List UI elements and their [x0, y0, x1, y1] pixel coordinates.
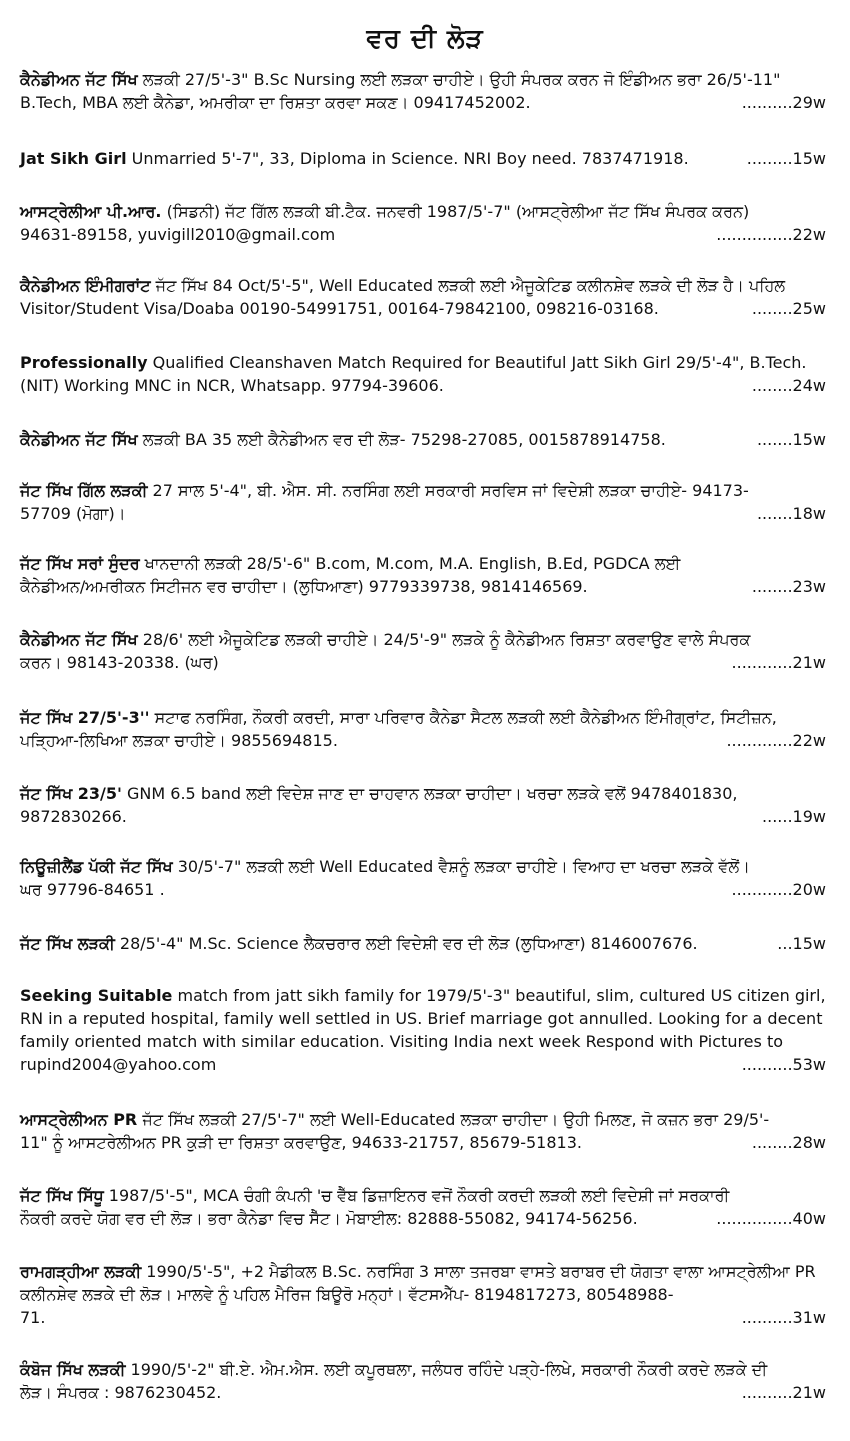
ad-code: ..........21w	[741, 1383, 826, 1402]
ad-code: ........25w	[751, 299, 826, 318]
ad-text: match from jatt sikh family for 1979/5'-3" beautiful, slim, cultured US citizen girl, RN in a reputed hospital, family well settled in US. Brief marriage got annulled. Looking for a decent family oriented match with similar education. Visiting India next week Respond with Pictures to	[20, 986, 826, 1051]
ad-text: Unmarried 5'-7", 33, Diploma in Science. NRI Boy need. 7837471918.	[126, 149, 689, 168]
ad-7	[20, 479, 826, 525]
ad-lead: Jat Sikh Girl	[20, 149, 127, 168]
ad-code: ..........53w	[741, 1055, 826, 1074]
ad-text: ਜੱਟ ਸਿੱਖ 84 Oct/5'-5", Well Educated ਲੜਕੀ ਲਈ ਐਜੂਕੇਟਿਡ ਕਲੀਨਸ਼ੇਵ ਲੜਕੇ ਦੀ ਲੋੜ ਹੈ। ਪਹਿਲ	[150, 276, 786, 295]
ad-6	[20, 428, 826, 451]
ad-9	[20, 628, 826, 674]
ad-code: ........23w	[751, 577, 826, 596]
ad-text-cont: 57709 (ਮੋਗਾ)।	[20, 504, 126, 523]
ad-text: 27 ਸਾਲ 5'-4", ਬੀ. ਐਸ. ਸੀ. ਨਰਸਿੰਗ ਲਈ ਸਰਕਾਰੀ ਸਰਵਿਸ ਜਾਂ ਵਿਦੇਸ਼ੀ ਲੜਕਾ ਚਾਹੀਏ- 94173-	[147, 481, 749, 500]
ad-text-cont: ਕੈਨੇਡੀਅਨ/ਅਮਰੀਕਨ ਸਿਟੀਜਨ ਵਰ ਚਾਹੀਦਾ। (ਲੁਧਿਆਣਾ) 9779339738, 9814146569.	[20, 577, 588, 596]
ad-code: ..........29w	[741, 93, 826, 112]
ad-text-cont: rupind2004@yahoo.com	[20, 1055, 217, 1074]
ad-text: 1990/5'-2" ਬੀ.ਏ. ਐਮ.ਐਸ. ਲਈ ਕਪੂਰਥਲਾ, ਜਲੰਧਰ ਰਹਿੰਦੇ ਪੜ੍ਹੇ-ਲਿਖੇ, ਸਰਕਾਰੀ ਨੌਕਰੀ ਕਰਦੇ ਲੜਕੇ ਦੀ	[125, 1360, 768, 1379]
ad-text-cont: 71.	[20, 1308, 46, 1327]
ad-code: ...............22w	[716, 225, 826, 244]
ad-text: ਖਾਨਦਾਨੀ ਲੜਕੀ 28/5'-6" B.com, M.com, M.A. English, B.Ed, PGDCA ਲਈ	[139, 554, 681, 573]
ad-lead: ਕੈਨੇਡੀਅਨ ਜੱਟ ਸਿੱਖ	[20, 430, 138, 449]
ad-4	[20, 274, 826, 320]
ad-text: ਸਟਾਫ ਨਰਸਿੰਗ, ਨੌਕਰੀ ਕਰਦੀ, ਸਾਰਾ ਪਰਿਵਾਰ ਕੈਨੇਡਾ ਸੈਟਲ ਲੜਕੀ ਲਈ ਕੈਨੇਡੀਅਨ ਇੰਮੀਗ੍ਰਾਂਟ, ਸਿਟੀਜ਼ਨ,	[149, 708, 777, 727]
ad-code: ...............40w	[716, 1209, 826, 1228]
page-title: ਵਰ ਦੀ ਲੋੜ	[366, 24, 484, 54]
ad-lead: Seeking Suitable	[20, 986, 173, 1005]
ad-lead: ਕੈਨੇਡੀਅਨ ਜੱਟ ਸਿੱਖ	[20, 630, 138, 649]
ad-text-cont: ਨੌਕਰੀ ਕਰਦੇ ਯੋਗ ਵਰ ਦੀ ਲੋੜ। ਭਰਾ ਕੈਨੇਡਾ ਵਿਚ ਸੈੱਟ। ਮੋਬਾਈਲ: 82888-55082, 94174-56256.	[20, 1209, 638, 1228]
ad-lead: ਜੱਟ ਸਿੱਖ ਸਰਾਂ ਸੁੰਦਰ	[20, 554, 140, 573]
ad-1	[20, 68, 826, 114]
ad-code: ............20w	[731, 880, 826, 899]
ad-11	[20, 782, 826, 828]
ad-lead: ਆਸਟ੍ਰੇਲੀਆ ਪੀ.ਆਰ.	[20, 202, 162, 221]
ad-text: ਲੜਕੀ BA 35 ਲਈ ਕੈਨੇਡੀਅਨ ਵਰ ਦੀ ਲੋੜ- 75298-27085, 0015878914758.	[137, 430, 666, 449]
ad-code: .......15w	[756, 430, 826, 449]
ad-code: ........28w	[751, 1133, 826, 1152]
ad-text-cont: 94631-89158, yuvigill2010@gmail.com	[20, 225, 336, 244]
ad-17	[20, 1260, 826, 1329]
ad-text-cont: 11" ਨੂੰ ਆਸਟਰੇਲੀਅਨ PR ਕੁੜੀ ਦਾ ਰਿਸ਼ਤਾ ਕਰਵਾਉਣ, 94633-21757, 85679-51813.	[20, 1133, 582, 1152]
ad-lead: ਆਸਟ੍ਰੇਲੀਅਨ PR	[20, 1110, 138, 1129]
ad-code: ...15w	[777, 934, 826, 953]
ad-lead: ਨਿਊਜ਼ੀਲੈਂਡ ਪੱਕੀ ਜੱਟ ਸਿੱਖ	[20, 857, 173, 876]
ad-code: ......19w	[762, 807, 826, 826]
ad-3	[20, 200, 826, 246]
ad-lead: Professionally	[20, 353, 148, 372]
ad-code: .............22w	[726, 731, 826, 750]
ad-code: .......18w	[756, 504, 826, 523]
ad-8	[20, 552, 826, 598]
ad-18	[20, 1358, 826, 1404]
ad-text-cont: B.Tech, MBA ਲਈ ਕੈਨੇਡਾ, ਅਮਰੀਕਾ ਦਾ ਰਿਸ਼ਤਾ ਕਰਵਾ ਸਕਣ। 09417452002.	[20, 93, 531, 112]
ad-lead: ਜੱਟ ਸਿੱਖ ਸਿੱਧੂ	[20, 1186, 104, 1205]
ad-10	[20, 706, 826, 752]
ad-text: 1987/5'-5", MCA ਚੰਗੀ ਕੰਪਨੀ 'ਚ ਵੈੱਬ ਡਿਜ਼ਾਇਨਰ ਵਜੋਂ ਨੌਕਰੀ ਕਰਦੀ ਲੜਕੀ ਲਈ ਵਿਦੇਸ਼ੀ ਜਾਂ ਸਰਕਾਰੀ	[103, 1186, 730, 1205]
ad-text: 30/5'-7" ਲੜਕੀ ਲਈ Well Educated ਵੈਸ਼ਨੂੰ ਲੜਕਾ ਚਾਹੀਏ। ਵਿਆਹ ਦਾ ਖਰਚਾ ਲੜਕੇ ਵੱਲੋਂ।	[172, 857, 750, 876]
ad-text-cont: ਲੋੜ। ਸੰਪਰਕ : 9876230452.	[20, 1383, 222, 1402]
ad-14	[20, 984, 826, 1076]
ad-5	[20, 351, 826, 397]
ad-text: 28/5'-4" M.Sc. Science ਲੈਕਚਰਾਰ ਲਈ ਵਿਦੇਸ਼ੀ ਵਰ ਦੀ ਲੋੜ (ਲੁਧਿਆਣਾ) 8146007676.	[114, 934, 698, 953]
ad-text-cont: 9872830266.	[20, 807, 127, 826]
ad-lead: ਜੱਟ ਸਿੱਖ ਲੜਕੀ	[20, 934, 115, 953]
ad-text-cont: ਘਰ 97796-84651 .	[20, 880, 165, 899]
ad-code: .........15w	[746, 149, 826, 168]
ad-text: 1990/5'-5", +2 ਮੈਡੀਕਲ B.Sc. ਨਰਸਿੰਗ 3 ਸਾਲਾ ਤਜਰਬਾ ਵਾਸਤੇ ਬਰਾਬਰ ਦੀ ਯੋਗਤਾ ਵਾਲਾ ਆਸਟ੍ਰੇਲੀਆ PR ਕਲੀਨਸ਼ੇਵ ਲੜਕੇ ਦੀ ਲੋੜ। ਮਾਲਵੇ ਨੂੰ ਪਹਿਲ ਮੈਰਿਜ ਬਿਊਰੋ ਮਨ੍ਹਾਂ। ਵੱਟਸਐੱਪ- 8194817273, 80548988-	[20, 1262, 816, 1304]
ad-text: (ਸਿਡਨੀ) ਜੱਟ ਗਿੱਲ ਲੜਕੀ ਬੀ.ਟੈਕ. ਜਨਵਰੀ 1987/5'-7" (ਆਸਟ੍ਰੇਲੀਆ ਜੱਟ ਸਿੱਖ ਸੰਪਰਕ ਕਰਨ)	[161, 202, 750, 221]
ad-text: 28/6' ਲਈ ਐਜੂਕੇਟਿਡ ਲੜਕੀ ਚਾਹੀਏ। 24/5'-9" ਲੜਕੇ ਨੂੰ ਕੈਨੇਡੀਅਨ ਰਿਸ਼ਤਾ ਕਰਵਾਉਣ ਵਾਲੇ ਸੰਪਰਕ	[137, 630, 751, 649]
ad-12	[20, 855, 826, 901]
ad-2	[20, 147, 826, 170]
ad-lead: ਕੰਬੋਜ ਸਿੱਖ ਲੜਕੀ	[20, 1360, 126, 1379]
ad-text-cont: Visitor/Student Visa/Doaba 00190-54991751, 00164-79842100, 098216-03168.	[20, 299, 659, 318]
ad-lead: ਜੱਟ ਸਿੱਖ 27/5'-3''	[20, 708, 150, 727]
ad-15	[20, 1108, 826, 1154]
ad-13	[20, 932, 826, 955]
ad-lead: ਕੈਨੇਡੀਅਨ ਇੰਮੀਗਰਾਂਟ	[20, 276, 151, 295]
ad-code: ........24w	[751, 376, 826, 395]
ad-lead: ਜੱਟ ਸਿੱਖ ਗਿੱਲ ਲੜਕੀ	[20, 481, 148, 500]
ad-code: ..........31w	[741, 1308, 826, 1327]
ad-text-cont: ਕਰਨ। 98143-20338. (ਘਰ)	[20, 653, 219, 672]
ad-lead: ਰਾਮਗੜ੍ਹੀਆ ਲੜਕੀ	[20, 1262, 142, 1281]
ad-code: ............21w	[731, 653, 826, 672]
ad-lead: ਕੈਨੇਡੀਅਨ ਜੱਟ ਸਿੱਖ	[20, 70, 138, 89]
ad-16	[20, 1184, 826, 1230]
ad-text: Qualified Cleanshaven Match Required for Beautiful Jatt Sikh Girl 29/5'-4", B.Tech.	[147, 353, 807, 372]
ad-text: ਜੱਟ ਸਿੱਖ ਲੜਕੀ 27/5'-7" ਲਈ Well-Educated ਲੜਕਾ ਚਾਹੀਦਾ। ਉਹੀ ਮਿਲਣ, ਜੋ ਕਜ਼ਨ ਭਰਾ 29/5'-	[137, 1110, 770, 1129]
ad-text-cont: ਪੜ੍ਹਿਆ-ਲਿਖਿਆ ਲੜਕਾ ਚਾਹੀਏ। 9855694815.	[20, 731, 338, 750]
ad-lead: ਜੱਟ ਸਿੱਖ 23/5'	[20, 784, 122, 803]
ad-text-cont: (NIT) Working MNC in NCR, Whatsapp. 97794-39606.	[20, 376, 444, 395]
ad-text: ਲੜਕੀ 27/5'-3" B.Sc Nursing ਲਈ ਲੜਕਾ ਚਾਹੀਏ। ਉਹੀ ਸੰਪਰਕ ਕਰਨ ਜੋ ਇੰਡੀਅਨ ਭਰਾ 26/5'-11"	[137, 70, 781, 89]
ad-text: GNM 6.5 band ਲਈ ਵਿਦੇਸ਼ ਜਾਣ ਦਾ ਚਾਹਵਾਨ ਲੜਕਾ ਚਾਹੀਦਾ। ਖਰਚਾ ਲੜਕੇ ਵਲੋਂ 9478401830,	[121, 784, 738, 803]
